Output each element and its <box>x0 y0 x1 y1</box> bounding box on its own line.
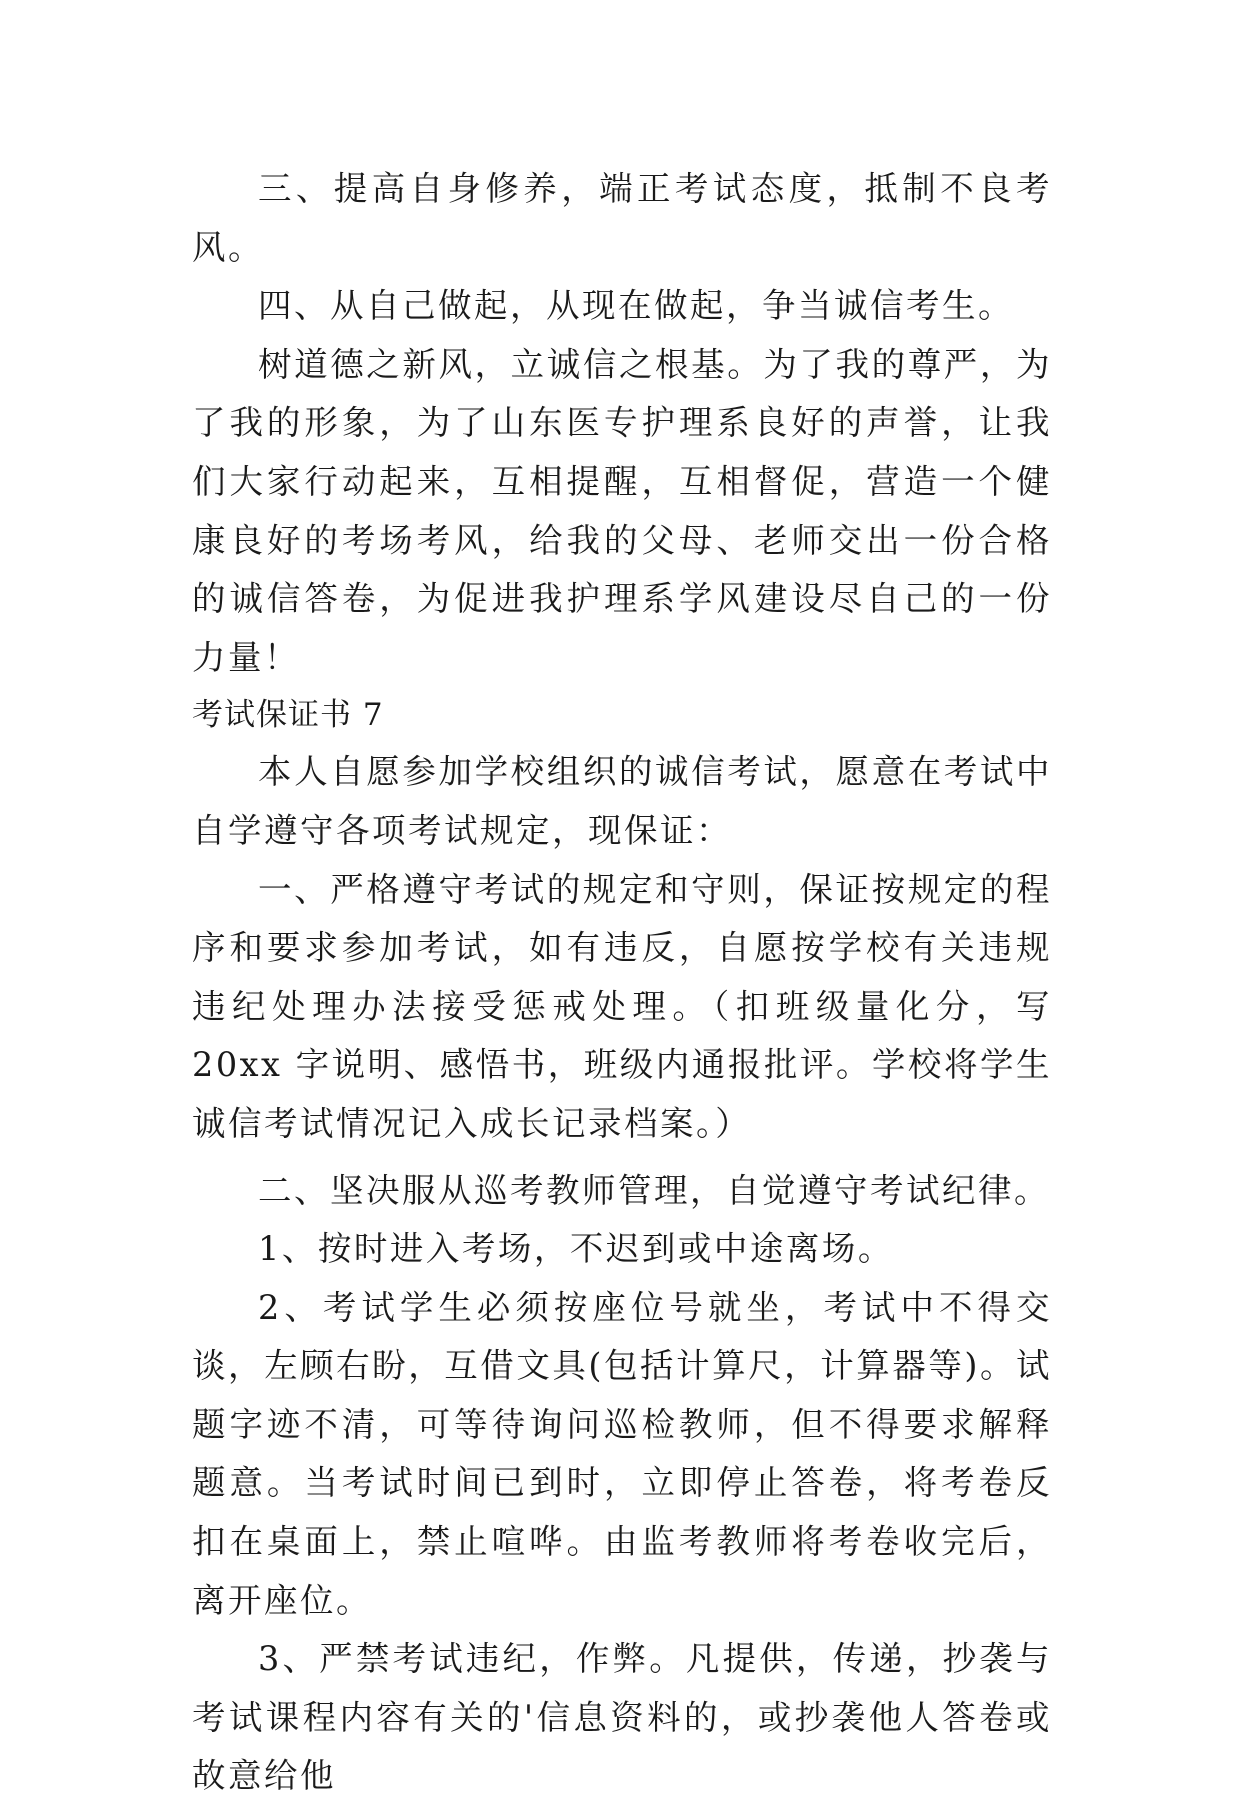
paragraph-intro: 本人自愿参加学校组织的诚信考试，愿意在考试中自学遵守各项考试规定，现保证： <box>192 752 1052 850</box>
paragraph-item-4: 四、从自己做起，从现在做起，争当诚信考生。 <box>258 286 1014 326</box>
paragraph-item-3: 三、提高自身修养，端正考试态度，抵制不良考风。 <box>192 169 1052 267</box>
paragraph-rule-2: 二、坚决服从巡考教师管理，自觉遵守考试纪律。 <box>258 1170 1050 1210</box>
paragraph-rule-1: 一、严格遵守考试的规定和守则，保证按规定的程序和要求参加考试，如有违反，自愿按学校有关违规违纪处理办法接受惩戒处理。（扣班级量化分，写 20xx 字说明、感悟书，班级内通报批评。学校将学生诚信考试情况记入成长记录档案。） <box>192 869 1052 1143</box>
paragraph-closing: 树道德之新风，立诚信之根基。为了我的尊严，为了我的形象，为了山东医专护理系良好的声誉，让我们大家行动起来，互相提醒，互相督促，营造一个健康良好的考场考风，给我的父母、老师交出一份合格的诚信答卷，为促进我护理系学风建设尽自己的一份力量！ <box>192 344 1052 677</box>
paragraph-subrule-2: 2、考试学生必须按座位号就坐，考试中不得交谈，左顾右盼，互借文具(包括计算尺，计算器等)。试题字迹不清，可等待询问巡检教师，但不得要求解释题意。当考试时间已到时，立即停止答卷，将考卷反扣在桌面上，禁止喧哗。由监考教师将考卷收完后，离开座位。 <box>192 1287 1052 1620</box>
paragraph-subrule-1: 1、按时进入考场，不迟到或中途离场。 <box>258 1229 894 1269</box>
section-title: 考试保证书 7 <box>192 697 384 734</box>
document-body <box>192 160 1052 1806</box>
paragraph-subrule-3: 3、严禁考试违纪，作弊。凡提供，传递，抄袭与考试课程内容有关的'信息资料的，或抄袭他人答卷或故意给他 <box>192 1639 1052 1796</box>
